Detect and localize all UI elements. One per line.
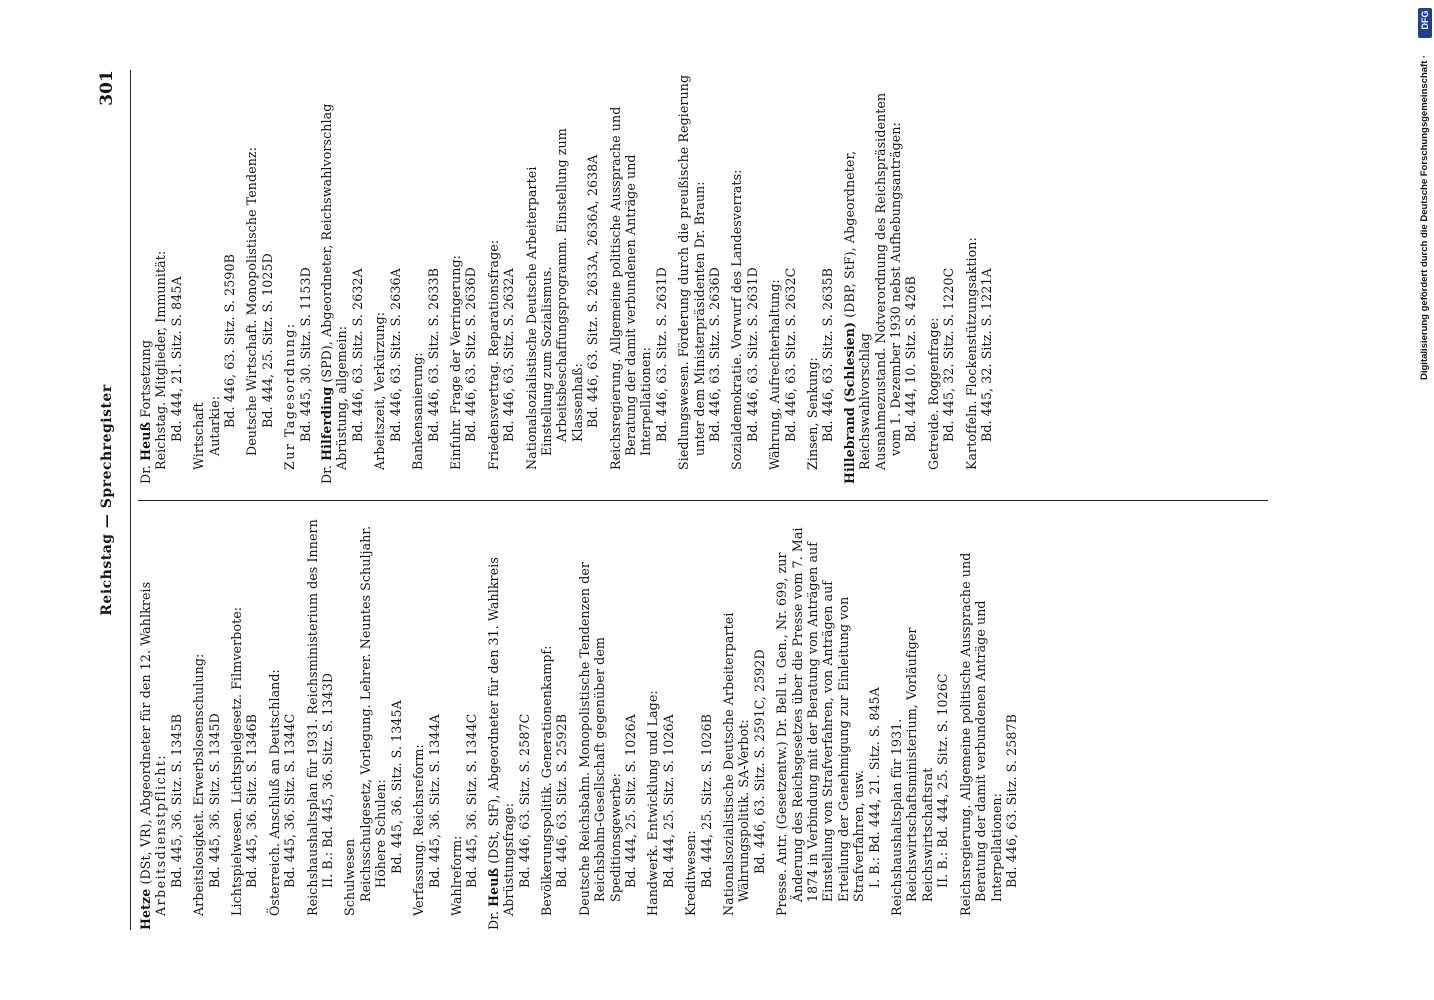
reference: Bd. 446, 63. Sitz. S. 2631D: [744, 267, 760, 442]
topic: Einfuhr. Frage der Verringerung:: [447, 254, 463, 470]
topic: Zinsen, Senkung:: [805, 357, 821, 470]
reference: Bd. 446, 63. Sitz. S. 2633B: [425, 268, 441, 442]
topic: Abrüstung, allgemein:: [334, 325, 350, 470]
header-rule: [130, 70, 131, 930]
reference: Bd. 446, 63. Sitz. S. 2636D: [463, 267, 479, 442]
running-head: [97, 70, 124, 930]
continuation-label: Fortsetzung: [138, 340, 153, 422]
title-prefix: Dr.: [319, 460, 335, 484]
page-number: 301: [97, 70, 117, 106]
entry-heading: [319, 72, 334, 484]
reference: Bd. 445, 36. Sitz. S. 1344C: [464, 713, 480, 888]
topic: Presse. Antr. (Gesetzentw.) Dr. Bell u. Gen., Nr. 699, zur Änderung des Reichsgesetzes über die Presse vom 7. Mai 1874 in Verbindung mit der Beratung von Anträgen auf Einstellung von Strafverfahren, von Anträgen auf Erteilung der Genehmigung zur Einleitung von Strafverfahren, usw.: [774, 527, 867, 916]
reference: Bd. 446, 63. Sitz. S. 2587C: [516, 713, 532, 888]
topic: Abrüstungsfrage:: [501, 802, 517, 916]
topic: Handwerk. Entwicklung und Lage:: [645, 690, 661, 916]
topic: Reichsregierung. Allgemeine politische Aussprache und Beratung der damit verbundenen Anträge und Interpellationen:: [957, 552, 1004, 916]
column-divider: [138, 500, 1268, 501]
reference: Bd. 444, 25. Sitz. S. 1026A: [622, 714, 638, 888]
topic: Nationalsozialistische Deutsche Arbeiterpartei: [523, 166, 539, 470]
subtopic: Deutsche Wirtschaft. Monopolistische Tendenz:: [244, 147, 260, 456]
left-column: [138, 518, 1025, 930]
topic: Bevölkerungspolitik. Generationenkampf:: [538, 645, 554, 916]
reference: Bd. 445, 36. Sitz. S. 1344A: [426, 714, 442, 888]
speaker-name: Heuß: [138, 421, 153, 461]
reference: Bd. 445, 30. Sitz. S. 1153D: [297, 267, 313, 442]
subtopic: Reichsschulgesetz, Vorlegung. Lehrer. Neuntes Schuljahr. Höhere Schulen:: [357, 525, 389, 902]
topic: Währung, Aufrechterhaltung:: [767, 279, 783, 470]
subtopic: Autarkie:: [206, 395, 222, 456]
reference: Bd. 444, 25. Sitz. S. 1025D: [259, 253, 275, 428]
entry-heading: [138, 72, 153, 484]
reference: Bd. 444, 25. Sitz. S. 1026A: [660, 714, 676, 888]
topic: Sozialdemokratie. Vorwurf des Landesverrats:: [729, 169, 745, 470]
reference: Bd. 446, 63. Sitz. S. 2636A: [387, 268, 403, 442]
title-prefix: Dr.: [485, 906, 501, 930]
topic: Kreditwesen:: [683, 830, 699, 916]
reference: I. B.: Bd. 444, 21. Sitz. S. 845A: [866, 687, 882, 888]
topic: Arbeitszeit, Verkürzung:: [372, 311, 388, 470]
speaker-name: Hillebrand (Schlesien): [841, 321, 857, 484]
digitization-credit: [1418, 8, 1432, 388]
topic: Verfassung. Reichsreform:: [411, 744, 427, 916]
topic: Arbeitslosigkeit. Erwerbslosenschulung:: [191, 653, 207, 916]
entry-heading: [486, 518, 501, 930]
topic: Wirtschaft: [191, 402, 207, 470]
topic: Deutsche Reichsbahn. Monopolistische Tendenzen der Reichsbahn-Gesellschaft gegenüber dem Speditionsgewerbe:: [576, 561, 623, 916]
reference: Bd. 446, 63. Sitz. S. 2587B: [1003, 714, 1019, 888]
reference: Bd. 446, 63. Sitz. S. 2631D: [653, 267, 669, 442]
right-column: [138, 72, 1001, 484]
reference: Bd. 445, 36. Sitz. S. 1345D: [206, 713, 222, 888]
topic: Nationalsozialistische Deutsche Arbeiterpartei: [721, 612, 736, 916]
speaker-name: Hilferding: [319, 386, 335, 461]
digitization-credit-text: Digitalisierung gefördert durch die Deutsche Forschungsgemeinschaft ·: [1419, 54, 1430, 380]
register-entry-heuss: [486, 518, 1020, 930]
register-entry-hilferding: [319, 72, 836, 484]
title-prefix: Dr.: [138, 460, 153, 484]
topic: Getreide. Roggenfrage:: [925, 317, 941, 470]
topic: Reichsregierung. Allgemeine politische Aussprache und Beratung der damit verbundenen Anträge und Interpellationen:: [607, 106, 654, 470]
dfg-logo: [1418, 8, 1432, 38]
topic: Wahlreform:: [448, 835, 464, 916]
reference: Bd. 446, 63. Sitz. S. 2632A: [349, 268, 365, 442]
reference: Bd. 444, 21. Sitz. S. 845A: [168, 276, 184, 442]
reference: Bd. 444, 25. Sitz. S. 1026B: [698, 714, 714, 888]
subtopic: Währungspolitik. SA-Verbot:: [736, 719, 752, 902]
speaker-name: Hetze: [138, 888, 153, 930]
reference: II. B.: Bd. 445, 36. Sitz. S. 1343D: [320, 672, 336, 888]
speaker-description: (SPD), Abgeordneter, Reichswahlvorschlag: [319, 103, 335, 387]
speaker-name: Heuß: [485, 867, 501, 907]
topic: Reichshaushaltsplan für 1931. Reichsministerium des Innern: [304, 519, 320, 916]
speaker-description: (DBP, StF), Abgeordneter, Reichswahlvorschlag: [841, 150, 873, 470]
topic: Zur Tagesordnung:: [282, 322, 298, 470]
register-entry-heuss-continued: [138, 72, 313, 484]
dfg-logo-text: DFG: [1420, 10, 1430, 30]
reference: Bd. 446, 63. Sitz. S. 2591C, 2592D: [751, 649, 767, 874]
reference: Bd. 446, 63. Sitz. S. 2632C: [782, 267, 798, 442]
reference: II. B.: Bd. 444, 25. Sitz. S. 1026C: [935, 673, 951, 888]
reference: Bd. 445, 36. Sitz. S. 1345B: [168, 714, 184, 888]
reference: Bd. 446, 63. Sitz. S. 2636D: [707, 267, 722, 442]
reference: Bd. 446, 63. Sitz. S. 2632A: [501, 268, 517, 442]
topic: Lichtspielwesen. Lichtspielgesetz. Filmverbote:: [229, 606, 245, 916]
register-entry-hillebrand: [842, 72, 995, 484]
reference: Bd. 445, 32. Sitz. S. 1221A: [979, 268, 995, 442]
entry-heading: [842, 72, 873, 484]
topic: Schulwesen: [342, 838, 358, 916]
speaker-description: (DSt, StF), Abgeordneter für den 31. Wahlkreis: [485, 557, 501, 868]
topic: Ausnahmezustand. Notverordnung des Reichspräsidenten vom 1. Dezember 1930 nebst Aufhebungsanträgen:: [872, 92, 904, 470]
speaker-description: (DSt, VR), Abgeordneter für den 12. Wahlkreis: [138, 581, 153, 889]
reference: Bd. 445, 32. Sitz. S. 1220C: [941, 267, 957, 442]
entry-heading: [138, 518, 153, 930]
reference: Bd. 445, 36. Sitz. S. 1345A: [388, 700, 404, 874]
reference: Bd. 445, 36. Sitz. S. 1346B: [244, 714, 260, 888]
reference: Bd. 446, 63. Sitz. S. 2635B: [820, 268, 836, 442]
topic: Kartoffeln. Flockenstützungsaktion:: [963, 237, 979, 470]
topic: Arbeitsdienstpflicht:: [153, 753, 169, 916]
register-entry-hetze: [138, 518, 480, 930]
topic: Reichshaushaltsplan für 1931. Reichswirtschaftsministerium, Vorläufiger Reichswirtschaftsrat: [889, 627, 935, 916]
rotated-page-sheet: [97, 70, 1320, 930]
topic: Österreich. Anschluß an Deutschland:: [266, 669, 282, 916]
topic: Friedensvertrag. Reparationsfrage:: [485, 239, 501, 470]
topic: Bankensanierung:: [410, 352, 426, 470]
topic: Siedlungswesen. Förderung durch die preußische Regierung unter dem Ministerpräsidenten Dr. Braun:: [676, 74, 707, 470]
subtopic: Einstellung zum Sozialismus. Arbeitsbeschaffungsprogramm. Einstellung zum Klassenhaß:: [538, 128, 585, 456]
topic: Reichstag. Mitglieder, Immunität:: [153, 250, 169, 470]
running-head-title: Reichstag — Sprechregister: [99, 384, 115, 616]
reference: Bd. 444, 10. Sitz. S. 426B: [903, 276, 919, 442]
reference: Bd. 446, 63. Sitz. S. 2633A, 2636A, 2638A: [585, 154, 601, 428]
reference: Bd. 445, 36. Sitz. S. 1344C: [282, 713, 298, 888]
reference: Bd. 446, 63. Sitz. S. 2592B: [554, 714, 570, 888]
reference: Bd. 446, 63. Sitz. S. 2590B: [222, 254, 238, 428]
